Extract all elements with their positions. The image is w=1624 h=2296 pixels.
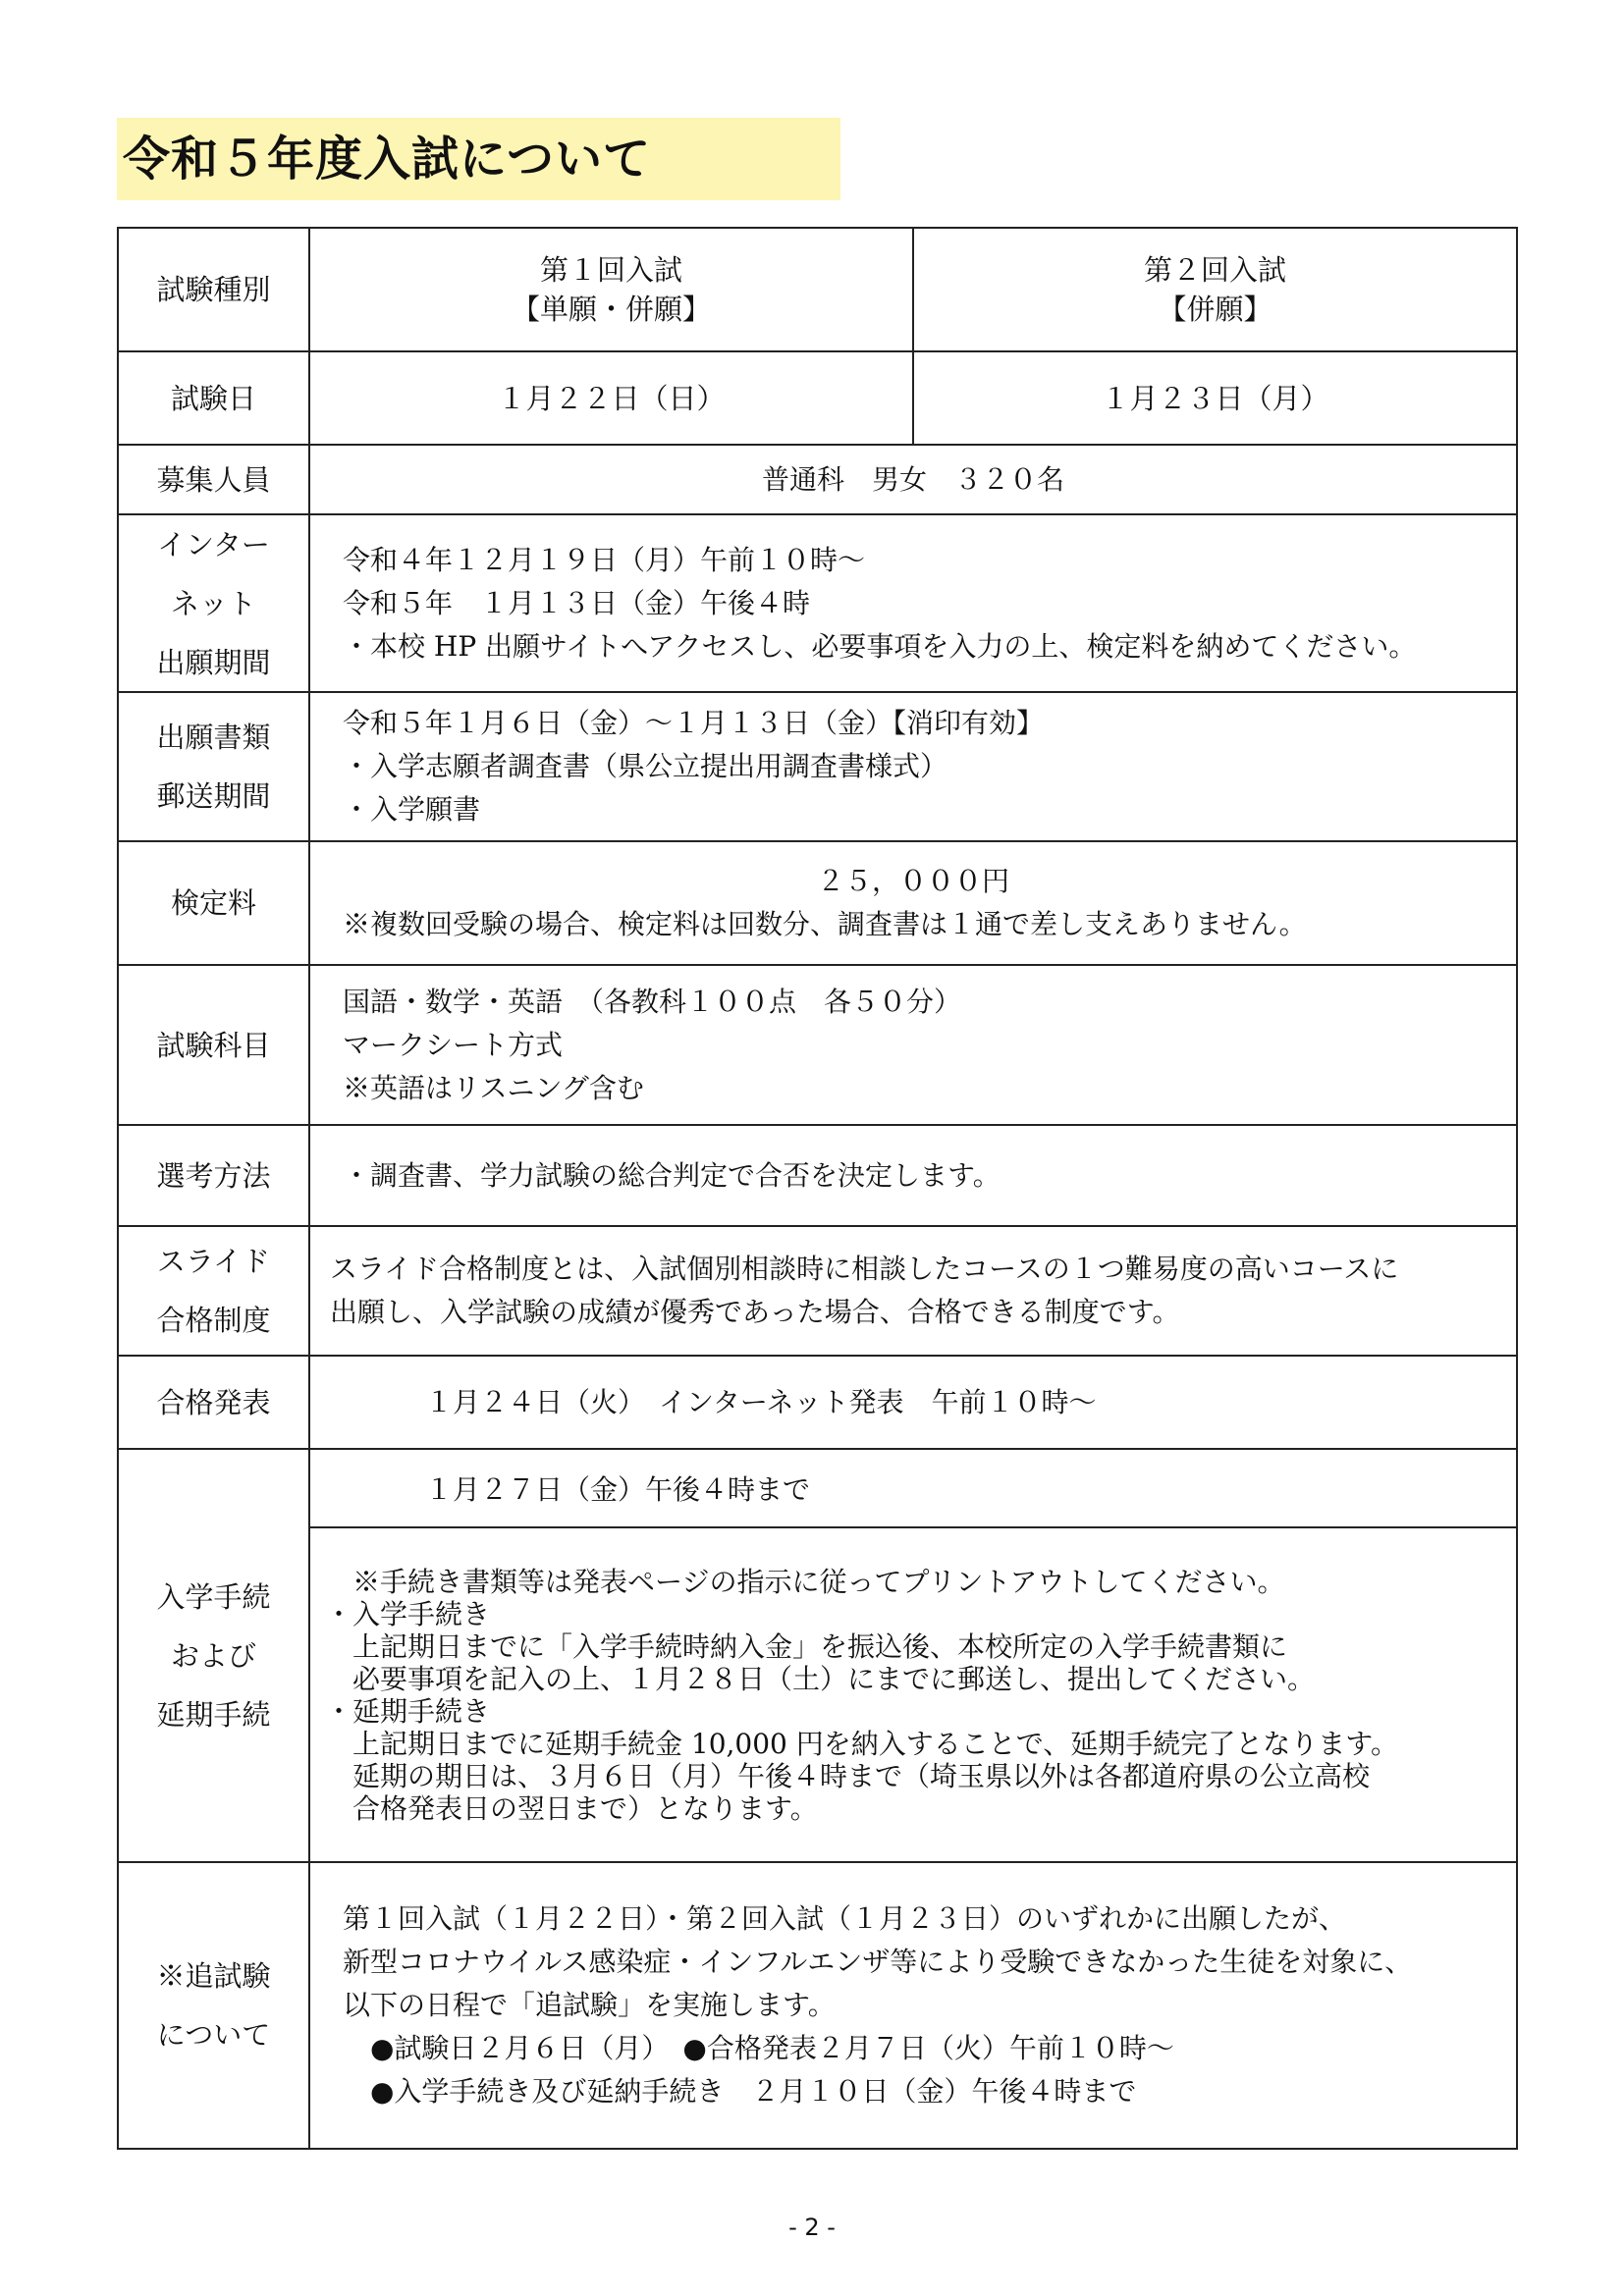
cell-round1-type: 第１回入試 【単願・併願】 — [511, 253, 711, 326]
cell-slide-system: スライド合格制度とは、入試個別相談時に相談したコースの１つ難易度の高いコースに 出願し、入学試験の成績が優秀であった場合、合格できる制度です。 — [330, 1253, 1399, 1328]
cell-subjects: 国語・数学・英語 （各教科１００点 各５０分） マークシート方式 ※英語はリスニング含む — [343, 985, 962, 1104]
label-subjects: 試験科目 — [119, 966, 310, 1124]
row-exam-date — [119, 350, 1516, 444]
admission-table — [117, 227, 1518, 2150]
row-capacity — [119, 444, 1516, 513]
label-mail-period: 出願書類 郵送期間 — [119, 693, 310, 840]
cell-mail-period: 令和５年１月６日（金）～１月１３日（金）【消印有効】 ・入学志願者調査書（県公立提出用調査書様式） ・入学願書 — [343, 707, 1045, 826]
label-internet-application: インター ネット 出願期間 — [119, 515, 310, 691]
label-exam-type: 試験種別 — [119, 229, 310, 350]
label-slide-system: スライド 合格制度 — [119, 1227, 310, 1355]
cell-internet-application: 令和４年１２月１９日（月）午前１０時～ 令和５年 １月１３日（金）午後４時 ・本校 HP 出願サイトへアクセスし、必要事項を入力の上、検定料を納めてください。 — [343, 543, 1417, 663]
fee-amount: ２５，０００円 — [816, 865, 1009, 897]
cell-round2-type: 第２回入試 【併願】 — [912, 229, 1516, 350]
cell-round1-date: １月２２日（日） — [497, 381, 726, 415]
label-selection: 選考方法 — [119, 1126, 310, 1225]
row-exam-type — [119, 229, 1516, 350]
row-slide-system — [119, 1225, 1516, 1355]
cell-round2-date: １月２３日（月） — [912, 352, 1516, 444]
cell-capacity: 普通科 男女 ３２０名 — [761, 462, 1064, 496]
cell-exam-fee — [310, 842, 1516, 964]
row-announcement — [119, 1355, 1516, 1448]
cell-announcement: １月２４日（火） インターネット発表 午前１０時～ — [343, 1385, 1097, 1418]
row-exam-fee — [119, 840, 1516, 964]
label-capacity: 募集人員 — [119, 446, 310, 513]
row-selection — [119, 1124, 1516, 1225]
row-makeup-exam — [119, 1861, 1516, 2148]
label-announcement: 合格発表 — [119, 1357, 310, 1448]
fee-note: ※複数回受験の場合、検定料は回数分、調査書は１通で差し支えありません。 — [343, 908, 1307, 940]
row-subjects — [119, 964, 1516, 1124]
label-exam-fee: 検定料 — [119, 842, 310, 964]
label-exam-date: 試験日 — [119, 352, 310, 444]
cell-selection: ・調査書、学力試験の総合判定で合否を決定します。 — [343, 1158, 1001, 1192]
row-mail-period — [119, 691, 1516, 840]
page-number: - 2 - — [788, 2214, 836, 2241]
enrollment-details: ※手続き書類等は発表ページの指示に従ってプリントアウトしてください。 ・入学手続き 上記期日までに「入学手続時納入金」を振込後、本校所定の入学手続書類に 必要事項を記入の上、１月２８日（土）にまでに郵送し、提出してください。 ・延期手続き 上記期日までに延期手続金 10,000 円を納入することで、延期手続完了となります。 延期の期日は、３月６日（月）午後４時まで（埼玉県以外は各都道府県の公立高校 合格発表日の翌日まで）となります。 — [310, 1526, 1516, 1861]
label-enrollment: 入学手続 および 延期手続 — [119, 1450, 310, 1861]
cell-makeup-exam: 第１回入試（１月２２日）・第２回入試（１月２３日）のいずれかに出願したが、 新型コロナウイルス感染症・インフルエンザ等により受験できなかった生徒を対象に、 以下の日程で「追試験」を実施します。 ●試験日２月６日（月） ●合格発表２月７日（火）午前１０時～ ●入学手続き及び延納手続き ２月１０日（金）午後４時まで — [343, 1902, 1413, 2108]
row-internet-application — [119, 513, 1516, 691]
page-title: 令和５年度入試について — [123, 132, 652, 187]
label-makeup-exam: ※追試験 について — [119, 1863, 310, 2148]
row-enrollment — [119, 1448, 1516, 1861]
enrollment-deadline: １月２７日（金）午後４時まで — [343, 1473, 811, 1506]
